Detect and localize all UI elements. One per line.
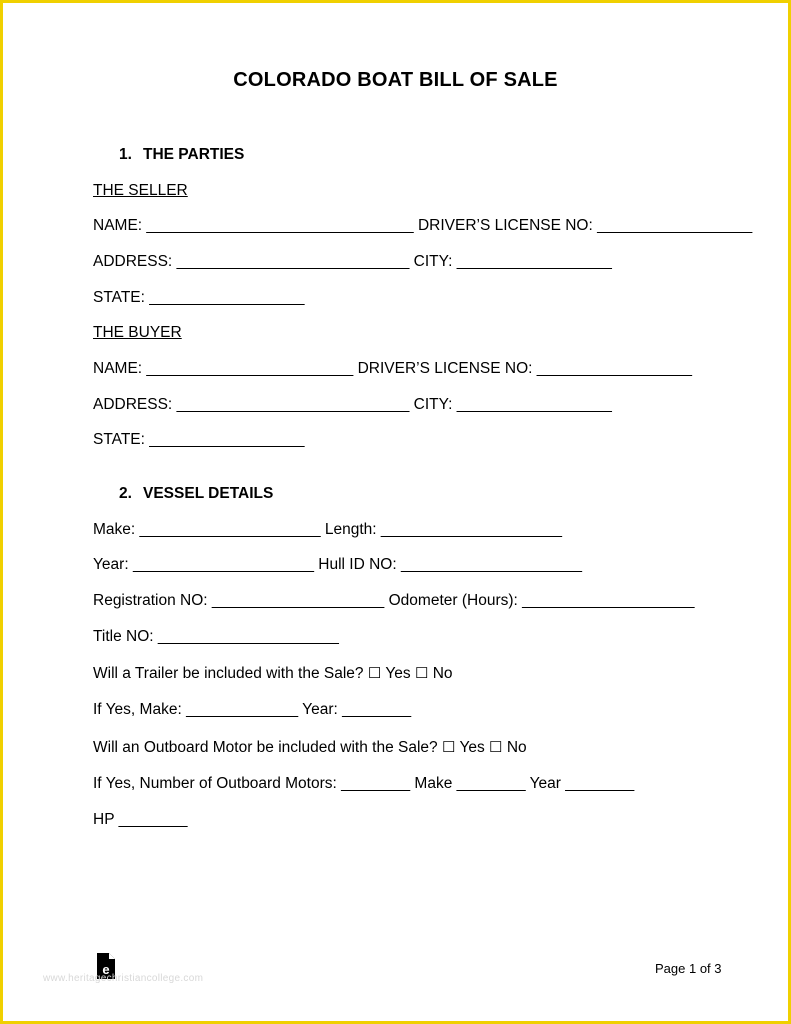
make-length-row: [93, 521, 562, 539]
section-number: 2.: [119, 485, 132, 502]
motor-yes-label: Yes: [459, 739, 485, 756]
motor-year-label: Year: [529, 775, 561, 792]
section-vessel-heading: [119, 485, 273, 503]
registration-label: Registration NO:: [93, 592, 208, 609]
buyer-license-field[interactable]: __________________: [536, 360, 692, 377]
trailer-year-label: Year:: [302, 701, 338, 718]
section-parties-heading: [119, 146, 244, 164]
motor-make-field[interactable]: ________: [456, 775, 526, 792]
seller-name-field[interactable]: _______________________________: [146, 217, 414, 234]
motor-question: Will an Outboard Motor be included with the Sale?: [93, 739, 438, 756]
seller-heading: THE SELLER: [93, 182, 188, 199]
page-number: Page 1 of 3: [655, 961, 722, 976]
title-no-label: Title NO:: [93, 628, 154, 645]
buyer-state-label: STATE:: [93, 431, 145, 448]
trailer-question-row: [93, 664, 453, 683]
seller-name-label: NAME:: [93, 217, 143, 234]
motor-no-label: No: [506, 739, 527, 756]
hp-field[interactable]: ________: [118, 811, 188, 828]
motor-count-field[interactable]: ________: [341, 775, 411, 792]
buyer-address-row: [93, 396, 612, 414]
seller-state-label: STATE:: [93, 289, 145, 306]
trailer-details-row: [93, 701, 411, 719]
motor-make-label: Make: [414, 775, 453, 792]
trailer-make-field[interactable]: _____________: [186, 701, 299, 718]
trailer-yes-label: Yes: [385, 665, 411, 682]
make-label: Make:: [93, 521, 136, 538]
watermark: www.heritagechristiancollege.com: [43, 973, 204, 984]
hp-row: [93, 811, 188, 829]
seller-address-row: [93, 253, 612, 271]
svg-text:e: e: [102, 962, 110, 977]
hull-id-label: Hull ID NO:: [318, 556, 397, 573]
registration-odometer-row: [93, 592, 695, 610]
seller-state-field[interactable]: __________________: [149, 289, 305, 306]
buyer-state-field[interactable]: __________________: [149, 431, 305, 448]
year-field[interactable]: _____________________: [132, 556, 314, 573]
length-label: Length:: [324, 521, 377, 538]
trailer-no-checkbox[interactable]: ☐: [414, 665, 429, 682]
title-no-row: [93, 628, 339, 646]
seller-city-label: CITY:: [413, 253, 453, 270]
buyer-city-label: CITY:: [413, 396, 453, 413]
seller-city-field[interactable]: __________________: [456, 253, 612, 270]
hp-label: HP: [93, 811, 115, 828]
buyer-name-row: [93, 360, 692, 378]
year-hull-row: [93, 556, 582, 574]
trailer-question: Will a Trailer be included with the Sale?: [93, 665, 364, 682]
hull-id-field[interactable]: _____________________: [400, 556, 582, 573]
seller-name-row: [93, 217, 752, 235]
section-title: THE PARTIES: [143, 146, 245, 163]
motor-count-label: If Yes, Number of Outboard Motors:: [93, 775, 337, 792]
seller-address-field[interactable]: ___________________________: [176, 253, 410, 270]
section-number: 1.: [119, 146, 132, 163]
buyer-name-field[interactable]: ________________________: [146, 360, 354, 377]
motor-question-row: [93, 738, 527, 757]
trailer-yes-checkbox[interactable]: ☐: [367, 665, 382, 682]
seller-address-label: ADDRESS:: [93, 253, 173, 270]
trailer-year-field[interactable]: ________: [342, 701, 412, 718]
odometer-label: Odometer (Hours):: [388, 592, 518, 609]
registration-field[interactable]: ____________________: [211, 592, 385, 609]
buyer-heading: THE BUYER: [93, 324, 182, 341]
length-field[interactable]: _____________________: [380, 521, 562, 538]
motor-yes-checkbox[interactable]: ☐: [441, 739, 456, 756]
year-label: Year:: [93, 556, 129, 573]
motor-details-row: [93, 775, 634, 793]
motor-no-checkbox[interactable]: ☐: [489, 739, 503, 756]
seller-license-field[interactable]: __________________: [597, 217, 753, 234]
motor-year-field[interactable]: ________: [565, 775, 635, 792]
title-no-field[interactable]: _____________________: [157, 628, 339, 645]
section-title: VESSEL DETAILS: [143, 485, 274, 502]
buyer-state-row: [93, 431, 304, 449]
trailer-make-label: If Yes, Make:: [93, 701, 182, 718]
buyer-address-label: ADDRESS:: [93, 396, 173, 413]
buyer-address-field[interactable]: ___________________________: [176, 396, 410, 413]
seller-license-label: DRIVER’S LICENSE NO:: [417, 217, 593, 234]
buyer-license-label: DRIVER’S LICENSE NO:: [357, 360, 533, 377]
buyer-name-label: NAME:: [93, 360, 143, 377]
seller-state-row: [93, 289, 304, 307]
make-field[interactable]: _____________________: [139, 521, 321, 538]
odometer-field[interactable]: ____________________: [522, 592, 695, 609]
trailer-no-label: No: [432, 665, 453, 682]
document-title: COLORADO BOAT BILL OF SALE: [233, 69, 558, 91]
buyer-city-field[interactable]: __________________: [456, 396, 612, 413]
